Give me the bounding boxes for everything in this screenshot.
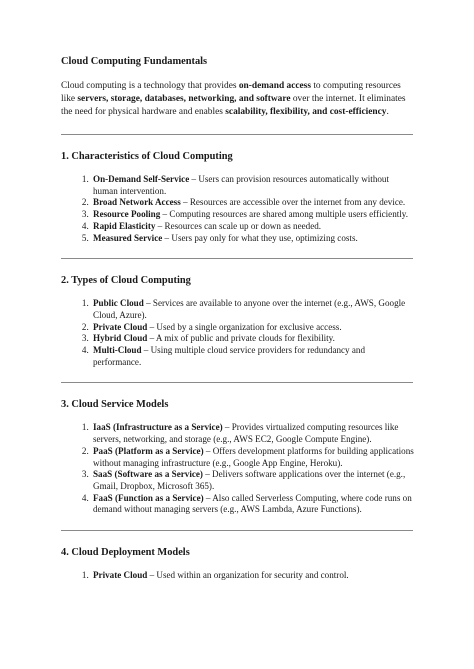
item-description: – Users pay only for what they use, optimizing costs. — [162, 232, 358, 243]
intro-text: . — [386, 107, 389, 117]
item-term: Hybrid Cloud — [93, 333, 148, 344]
item-term: Public Cloud — [93, 298, 144, 309]
item-term: Private Cloud — [93, 321, 148, 332]
item-term: SaaS (Software as a Service) — [93, 469, 203, 480]
section-divider — [61, 382, 413, 383]
item-description: – Offers development platforms for building applications without managing infrastructure (e.g., Google App Engine, Heroku). — [93, 445, 414, 468]
item-description: – Using multiple cloud service providers for redundancy and performance. — [93, 345, 366, 367]
list-item — [91, 422, 414, 445]
section-list — [61, 422, 414, 516]
section-divider — [61, 134, 413, 135]
item-description: – Also called Serverless Computing, where code runs on demand without managing servers (e.g., AWS Lambda, Azure Functions). — [93, 492, 412, 515]
section-title: 3. Cloud Service Models — [61, 399, 169, 411]
section-title: 4. Cloud Deployment Models — [61, 547, 190, 559]
item-description: – A mix of public and private clouds for flexibility. — [147, 333, 335, 344]
item-term: PaaS (Platform as a Service) — [93, 445, 204, 456]
section-list — [61, 570, 414, 582]
item-description: – Resources are accessible over the internet from any device. — [180, 197, 406, 208]
item-term: On-Demand Self-Service — [93, 174, 190, 184]
list-item — [91, 570, 414, 582]
list-item — [91, 221, 414, 233]
section-divider — [61, 530, 413, 531]
list-item — [91, 322, 414, 334]
item-term: Resource Pooling — [93, 209, 161, 220]
document-title: Cloud Computing Fundamentals — [61, 56, 208, 67]
list-item — [91, 493, 414, 516]
list-item — [91, 469, 414, 492]
intro-paragraph — [61, 80, 414, 119]
item-description: – Services are available to anyone over the internet (e.g., AWS, Google Cloud, Azure). — [93, 298, 406, 320]
item-term: Measured Service — [93, 232, 163, 243]
item-term: Broad Network Access — [93, 197, 181, 208]
intro-text: Cloud computing is a technology that provides — [61, 81, 239, 91]
section-title: 2. Types of Cloud Computing — [61, 275, 191, 287]
list-item — [91, 446, 414, 469]
item-description: – Used within an organization for security and control. — [147, 570, 349, 581]
item-term: IaaS (Infrastructure as a Service) — [93, 422, 223, 433]
intro-bold-text: on-demand access — [238, 81, 311, 91]
item-term: FaaS (Function as a Service) — [93, 492, 204, 503]
item-description: – Users can provision resources automatically without human intervention. — [93, 174, 389, 196]
item-description: – Computing resources are shared among multiple users efficiently. — [160, 209, 409, 220]
list-item — [91, 333, 414, 345]
intro-text: to computing resources like — [61, 81, 401, 104]
list-item — [91, 298, 414, 321]
item-term: Rapid Elasticity — [93, 220, 156, 231]
item-term: Private Cloud — [93, 570, 148, 581]
section-divider — [61, 258, 413, 259]
list-item — [91, 209, 414, 221]
intro-text: over the internet. It eliminates the need for physical hardware and enables — [61, 94, 406, 117]
list-item — [91, 233, 414, 245]
intro-bold-text: servers, storage, databases, networking, and software — [77, 94, 291, 104]
intro-bold-text: scalability, flexibility, and cost-efficiency — [225, 107, 387, 117]
section-title: 1. Characteristics of Cloud Computing — [61, 151, 233, 162]
item-description: – Delivers software applications over the internet (e.g., Gmail, Dropbox, Microsoft 365). — [93, 469, 406, 491]
item-description: – Used by a single organization for exclusive access. — [147, 321, 342, 332]
item-description: – Provides virtualized computing resources like servers, networking, and storage (e.g., AWS EC2, Google Compute Engine). — [93, 422, 399, 445]
section-list — [61, 174, 414, 244]
section-list — [61, 298, 414, 368]
item-term: Multi-Cloud — [93, 345, 142, 356]
list-item — [91, 174, 414, 197]
list-item — [91, 345, 414, 368]
list-item — [91, 197, 414, 209]
item-description: – Resources can scale up or down as needed. — [155, 220, 322, 231]
